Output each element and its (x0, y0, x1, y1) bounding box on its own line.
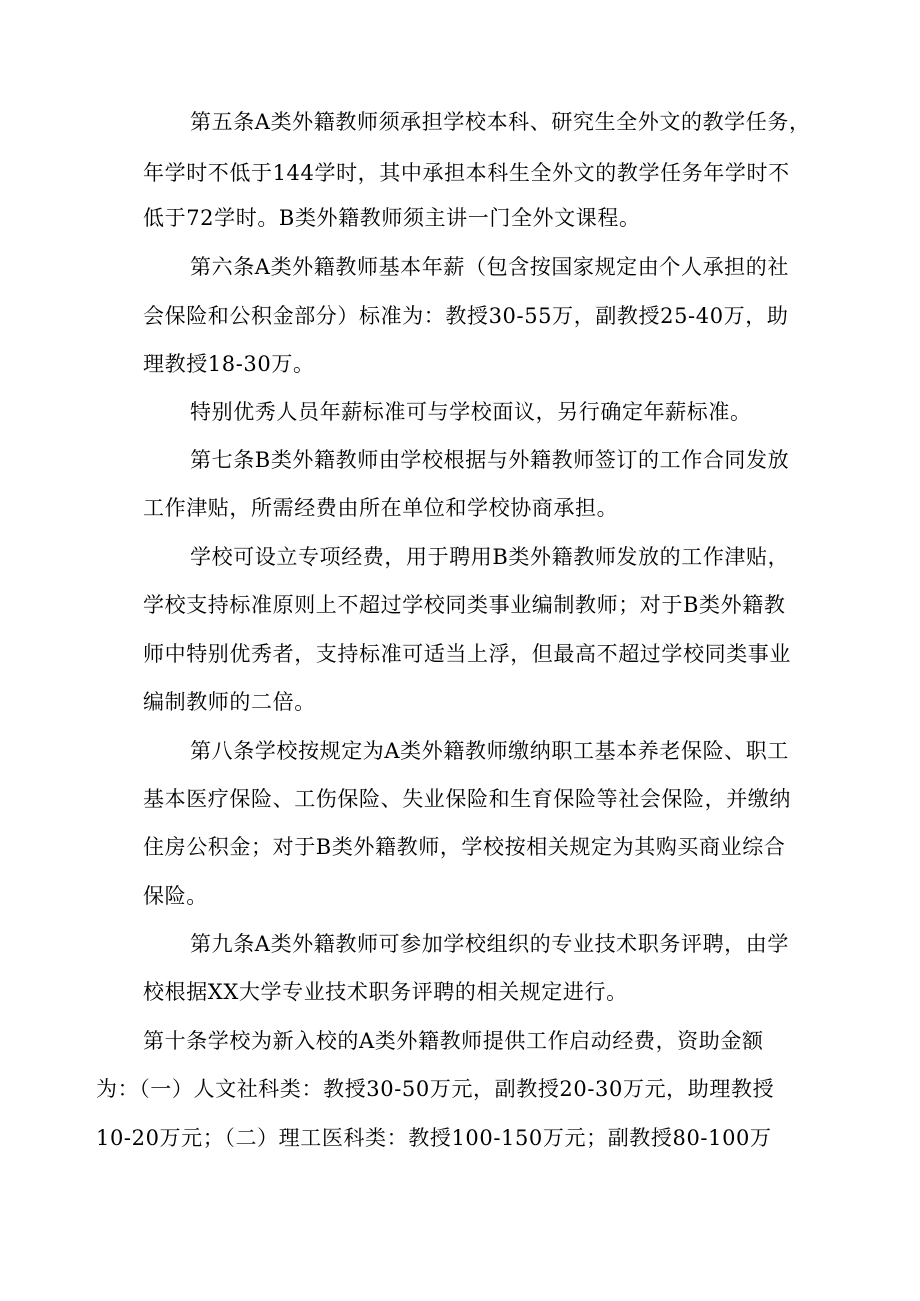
line-19: 校根据XX大学专业技术职务评聘的相关规定进行。 (143, 980, 628, 1004)
line-12: 师中特别优秀者，支持标准可适当上浮，但最高不超过学校同类事业 (143, 642, 791, 666)
line-17: 保险。 (143, 884, 208, 908)
line-7: 特别优秀人员年薪标准可与学校面议，另行确定年薪标准。 (190, 400, 752, 424)
line-11: 学校支持标准原则上不超过学校同类事业编制教师；对于B类外籍教 (143, 593, 786, 617)
line-16: 住房公积金；对于B类外籍教师，学校按相关规定为其购买商业综合 (143, 835, 786, 859)
line-14: 第八条学校按规定为A类外籍教师缴纳职工基本养老保险、职工 (190, 739, 789, 763)
line-4: 第六条A类外籍教师基本年薪（包含按国家规定由个人承担的社 (190, 255, 789, 279)
line-2: 年学时不低于144学时，其中承担本科生全外文的教学任务年学时不 (143, 161, 790, 185)
line-3: 低于72学时。B类外籍教师须主讲一门全外文课程。 (143, 206, 641, 230)
line-5: 会保险和公积金部分）标准为：教授30-55万，副教授25-40万，助 (143, 304, 789, 328)
line-21: 为：（一）人文社科类：教授30-50万元，副教授20-30万元，助理教授 (96, 1077, 775, 1101)
line-20: 第十条学校为新入校的A类外籍教师提供工作启动经费，资助金额 (143, 1029, 764, 1053)
line-8: 第七条B类外籍教师由学校根据与外籍教师签订的工作合同发放 (190, 448, 790, 472)
line-6: 理教授18-30万。 (143, 352, 315, 376)
line-13: 编制教师的二倍。 (143, 690, 316, 714)
line-1: 第五条A类外籍教师须承担学校本科、研究生全外文的教学任务， (190, 110, 811, 134)
line-9: 工作津贴，所需经费由所在单位和学校协商承担。 (143, 496, 619, 520)
line-10: 学校可设立专项经费，用于聘用B类外籍教师发放的工作津贴， (190, 545, 790, 569)
line-15: 基本医疗保险、工伤保险、失业保险和生育保险等社会保险，并缴纳 (143, 787, 791, 811)
line-22: 10-20万元；（二）理工医科类：教授100-150万元；副教授80-100万 (96, 1126, 772, 1150)
line-18: 第九条A类外籍教师可参加学校组织的专业技术职务评聘，由学 (190, 932, 789, 956)
